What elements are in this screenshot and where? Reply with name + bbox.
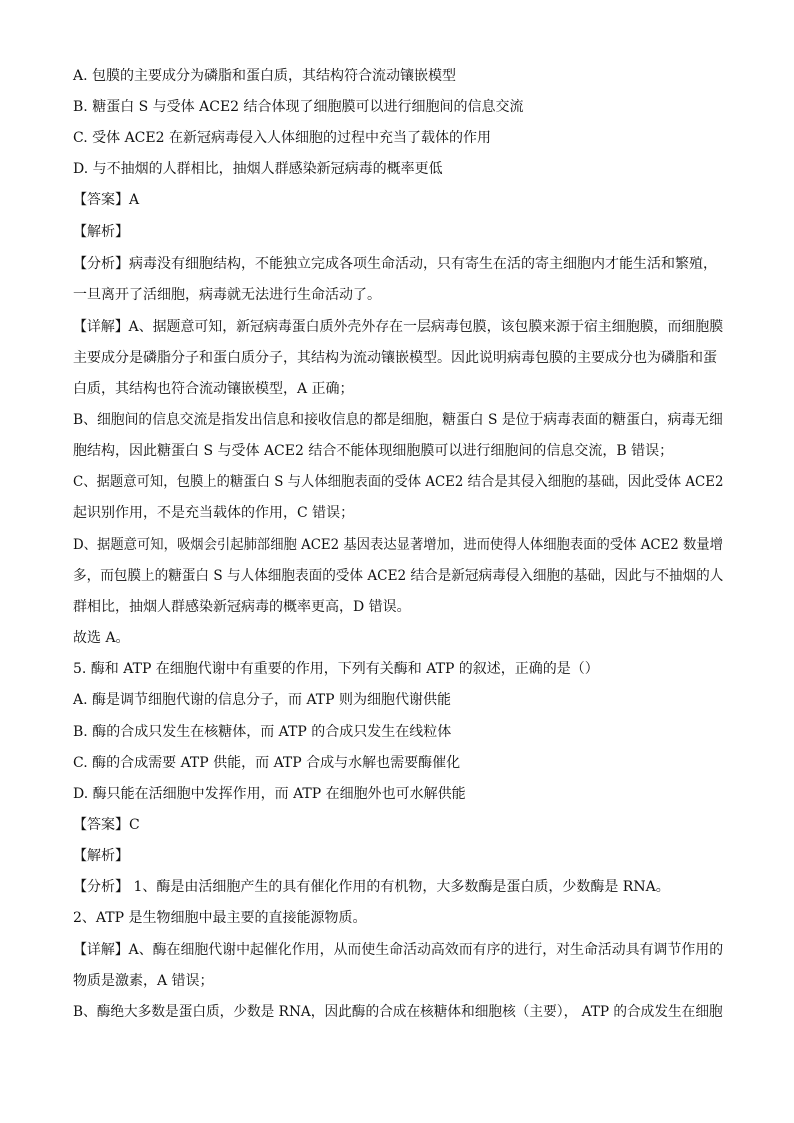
option-a-line: A. 包膜的主要成分为磷脂和蛋白质，其结构符合流动镶嵌模型: [73, 68, 457, 84]
q5-analysis-heading: 【解析】: [73, 848, 129, 864]
question-5-stem: 5. 酶和 ATP 在细胞代谢中有重要的作用，下列有关酶和 ATP 的叙述，正确的是（）: [73, 661, 599, 677]
answer-line: 【答案】A: [73, 192, 140, 208]
option-b-line: B. 糖蛋白 S 与受体 ACE2 结合体现了细胞膜可以进行细胞间的信息交流: [73, 99, 524, 115]
detail-text-line: 白质，其结构也符合流动镶嵌模型，A 正确；: [73, 381, 354, 397]
q5-option-d: D. 酶只能在活细胞中发挥作用，而 ATP 在细胞外也可水解供能: [73, 786, 466, 802]
q5-detail-text-line: 物质是激素，A 错误；: [73, 973, 214, 989]
analysis-text-line: 【分析】病毒没有细胞结构，不能独立完成各项生命活动，只有寄生在活的寄主细胞内才能生活和繁殖，: [73, 256, 717, 272]
analysis-text-line: 一旦离开了活细胞，病毒就无法进行生命活动了。: [73, 287, 381, 303]
detail-text-line: C、据题意可知，包膜上的糖蛋白 S 与人体细胞表面的受体 ACE2 结合是其侵入细胞的基础，因此受体 ACE2: [73, 474, 724, 490]
q5-answer-line: 【答案】C: [73, 817, 140, 833]
detail-text-line: 【详解】A、据题意可知，新冠病毒蛋白质外壳外存在一层病毒包膜，该包膜来源于宿主细胞膜，而细胞膜: [73, 319, 724, 335]
option-d-line: D. 与不抽烟的人群相比，抽烟人群感染新冠病毒的概率更低: [73, 161, 443, 177]
q5-option-b: B. 酶的合成只发生在核糖体，而 ATP 的合成只发生在线粒体: [73, 724, 452, 740]
q5-option-a: A. 酶是调节细胞代谢的信息分子，而 ATP 则为细胞代谢供能: [73, 692, 452, 708]
q5-detail-text-line: 【详解】A、酶在细胞代谢中起催化作用，从而使生命活动高效而有序的进行，对生命活动具有调节作用的: [73, 942, 724, 958]
q5-option-c: C. 酶的合成需要 ATP 供能，而 ATP 合成与水解也需要酶催化: [73, 755, 461, 771]
q5-analysis-text-line: 2、ATP 是生物细胞中最主要的直接能源物质。: [73, 910, 367, 926]
option-c-line: C. 受体 ACE2 在新冠病毒侵入人体细胞的过程中充当了载体的作用: [73, 130, 491, 146]
detail-text-line: 起识别作用，不是充当载体的作用，C 错误；: [73, 505, 355, 521]
detail-text-line: 多，而包膜上的糖蛋白 S 与人体细胞表面的受体 ACE2 结合是新冠病毒侵入细胞的基础，因此与不抽烟的人: [73, 568, 724, 584]
detail-text-line: D、据题意可知，吸烟会引起肺部细胞 ACE2 基因表达显著增加，进而使得人体细胞表面的受体 ACE2 数量增: [73, 537, 723, 553]
detail-text-line: 胞结构，因此糖蛋白 S 与受体 ACE2 结合不能体现细胞膜可以进行细胞间的信息交流，B 错误；: [73, 443, 674, 459]
q5-analysis-text-line: 【分析】 1、酶是由活细胞产生的具有催化作用的有机物，大多数酶是蛋白质，少数酶是 RNA。: [73, 879, 670, 895]
detail-text-line: B、细胞间的信息交流是指发出信息和接收信息的都是细胞，糖蛋白 S 是位于病毒表面的糖蛋白，病毒无细: [73, 412, 723, 428]
detail-text-line: 群相比，抽烟人群感染新冠病毒的概率更高，D 错误。: [73, 599, 411, 615]
conclusion-line: 故选 A。: [73, 630, 130, 646]
analysis-heading: 【解析】: [73, 224, 129, 240]
detail-text-line: 主要成分是磷脂分子和蛋白质分子，其结构为流动镶嵌模型。因此说明病毒包膜的主要成分也为磷脂和蛋: [73, 350, 717, 366]
q5-detail-text-line: B、酶绝大多数是蛋白质，少数是 RNA，因此酶的合成在核糖体和细胞核（主要）， ATP 的合成发生在细胞: [73, 1004, 723, 1020]
